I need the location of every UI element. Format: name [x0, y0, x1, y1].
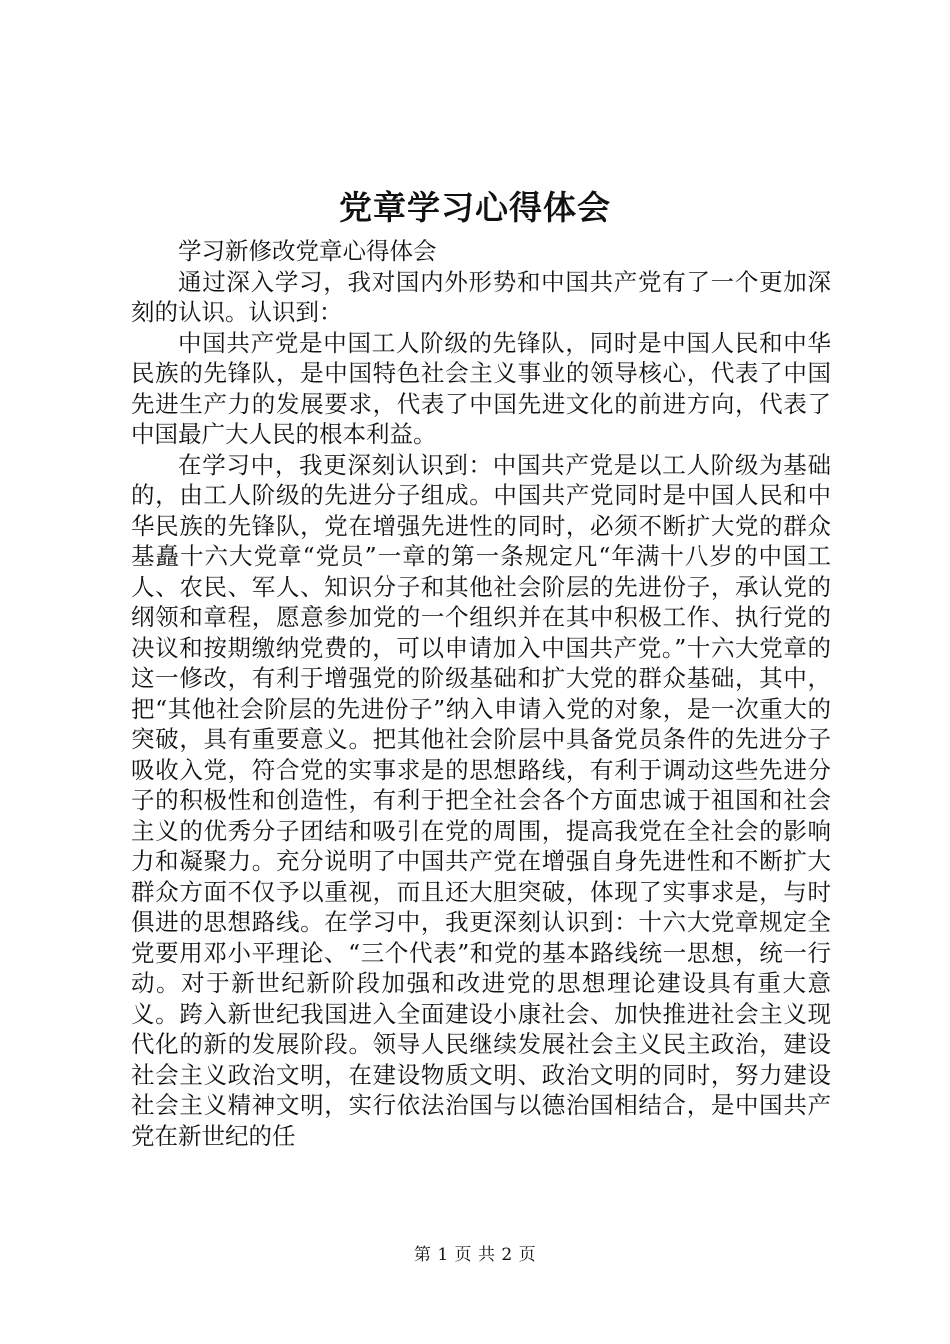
document-title: 党章学习心得体会	[339, 188, 611, 227]
paragraph: 在学习中，我更深刻认识到：中国共产党是以工人阶级为基础的，由工人阶级的先进分子组成。中国共产党同时是中国人民和中华民族的先锋队，党在增强先进性的同时，必须不断扩大党的群众基矗十六大党章“党员”一章的第一条规定凡“年满十八岁的中国工人、农民、军人、知识分子和其他社会阶层的先进份子，承认党的纲领和章程，愿意参加党的一个组织并在其中积极工作、执行党的决议和按期缴纳党费的，可以申请加入中国共产党。”十六大党章的这一修改，有利于增强党的阶级基础和扩大党的群众基础，其中，把“其他社会阶层的先进份子”纳入申请入党的对象，是一次重大的突破，具有重要意义。把其他社会阶层中具备党员条件的先进分子吸收入党，符合党的实事求是的思想路线，有利于调动这些先进分子的积极性和创造性，有利于把全社会各个方面忠诚于祖国和社会主义的优秀分子团结和吸引在党的周围，提高我党在全社会的影响力和凝聚力。充分说明了中国共产党在增强自身先进性和不断扩大群众方面不仅予以重视，而且还大胆突破，体现了实事求是，与时俱进的思想路线。在学习中，我更深刻认识到：十六大党章规定全党要用邓小平理论、“三个代表”和党的基本路线统一思想，统一行动。对于新世纪新阶段加强和改进党的思想理论建设具有重大意义。跨入新世纪我国进入全面建设小康社会、加快推进社会主义现代化的新的发展阶段。领导人民继续发展社会主义民主政治，建设社会主义政治文明，在建设物质文明、政治文明的同时，努力建设社会主义精神文明，实行依法治国与以德治国相结合，是中国共产党在新世纪的任	[131, 450, 831, 1150]
paragraph: 中国共产党是中国工人阶级的先锋队，同时是中国人民和中华民族的先锋队，是中国特色社会主义事业的领导核心，代表了中国先进生产力的发展要求，代表了中国先进文化的前进方向，代表了中国最广大人民的根本利益。	[131, 328, 831, 448]
page-number: 第 1 页 共 2 页	[413, 1245, 537, 1265]
paragraph: 通过深入学习，我对国内外形势和中国共产党有了一个更加深刻的认识。认识到：	[131, 267, 831, 326]
document-body	[131, 236, 831, 1151]
document-subtitle: 学习新修改党章心得体会	[178, 237, 437, 265]
